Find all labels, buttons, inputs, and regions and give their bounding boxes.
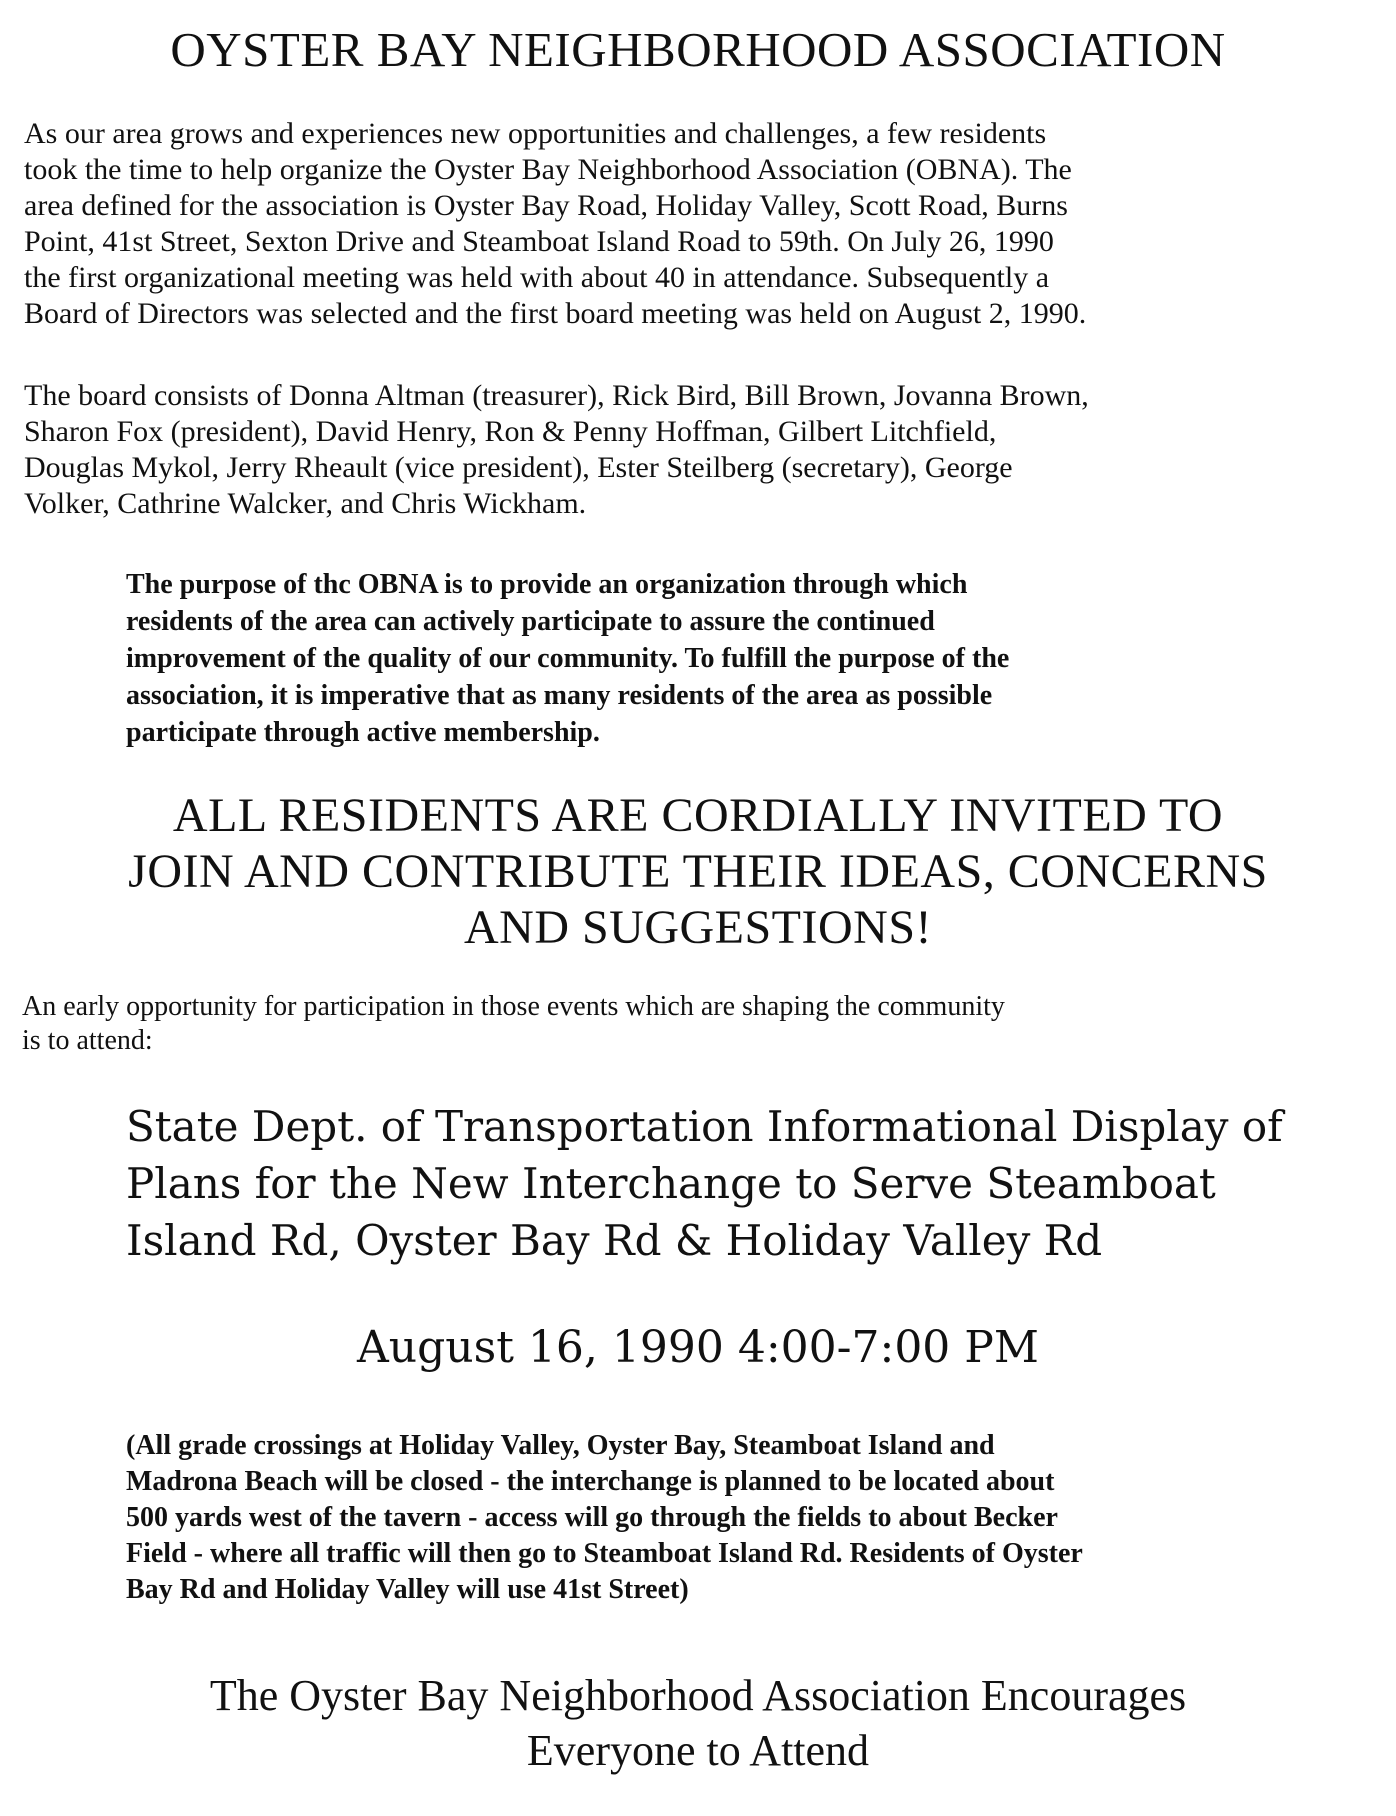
purpose-line: The purpose of thc OBNA is to provide an organization through which: [126, 569, 968, 600]
crossings-note-line: 500 yards west of the tavern - access will go through the fields to about Becker: [126, 1502, 1058, 1533]
board-paragraph: [24, 378, 1089, 522]
event-title-line: Plans for the New Interchange to Serve Steamboat: [126, 1159, 1216, 1208]
event-date: August 16, 1990 4:00-7:00 PM: [357, 1322, 1039, 1373]
closing-line: Everyone to Attend: [526, 1726, 870, 1775]
crossings-note-line: (All grade crossings at Holiday Valley, Oyster Bay, Steamboat Island and: [126, 1430, 995, 1461]
closing-line: The Oyster Bay Neighborhood Association Encourages: [209, 1671, 1187, 1720]
intro-line: area defined for the association is Oyster Bay Road, Holiday Valley, Scott Road, Burns: [24, 189, 1068, 222]
invitation-line: ALL RESIDENTS ARE CORDIALLY INVITED TO: [172, 789, 1224, 842]
intro-paragraph: [24, 116, 1086, 332]
crossings-note-line: Bay Rd and Holiday Valley will use 41st Street): [126, 1574, 689, 1605]
event-title-line: State Dept. of Transportation Informational Display of: [126, 1102, 1283, 1151]
event-title: [126, 1098, 1283, 1269]
intro-line: Board of Directors was selected and the first board meeting was held on August 2, 1990.: [24, 297, 1087, 330]
crossings-note-line: Field - where all traffic will then go to Steamboat Island Rd. Residents of Oyster: [126, 1538, 1083, 1569]
early-opportunity-paragraph: [22, 990, 1005, 1058]
event-title-line: Island Rd, Oyster Bay Rd & Holiday Valley Rd: [126, 1216, 1103, 1265]
early-opportunity-line: An early opportunity for participation in those events which are shaping the community: [22, 991, 1005, 1022]
crossings-note: [126, 1428, 1083, 1608]
purpose-line: participate through active membership.: [126, 717, 600, 748]
intro-line: As our area grows and experiences new opportunities and challenges, a few residents: [24, 117, 1047, 150]
intro-line: the first organizational meeting was held with about 40 in attendance. Subsequently a: [24, 261, 1050, 294]
board-line: Sharon Fox (president), David Henry, Ron & Penny Hoffman, Gilbert Litchfield,: [24, 415, 997, 448]
invitation-line: JOIN AND CONTRIBUTE THEIR IDEAS, CONCERNS: [128, 845, 1268, 898]
board-line: Volker, Cathrine Walcker, and Chris Wickham.: [24, 487, 587, 520]
board-line: Douglas Mykol, Jerry Rheault (vice president), Ester Steilberg (secretary), George: [24, 451, 1013, 484]
invitation-line: AND SUGGESTIONS!: [463, 901, 932, 954]
intro-line: took the time to help organize the Oyster Bay Neighborhood Association (OBNA). The: [24, 153, 1072, 186]
purpose-line: association, it is imperative that as many residents of the area as possible: [126, 680, 993, 711]
purpose-line: improvement of the quality of our community. To fulfill the purpose of the: [126, 643, 1010, 674]
closing-statement: [0, 1668, 1396, 1778]
board-line: The board consists of Donna Altman (treasurer), Rick Bird, Bill Brown, Jovanna Brown,: [24, 379, 1089, 412]
purpose-line: residents of the area can actively participate to assure the continued: [126, 606, 935, 637]
purpose-paragraph: [126, 566, 1009, 751]
crossings-note-line: Madrona Beach will be closed - the interchange is planned to be located about: [126, 1466, 1055, 1497]
intro-line: Point, 41st Street, Sexton Drive and Steamboat Island Road to 59th. On July 26, 1990: [24, 225, 1054, 258]
early-opportunity-line: is to attend:: [22, 1025, 153, 1056]
invitation-heading: [0, 788, 1396, 956]
document-title: OYSTER BAY NEIGHBORHOOD ASSOCIATION: [170, 22, 1226, 77]
